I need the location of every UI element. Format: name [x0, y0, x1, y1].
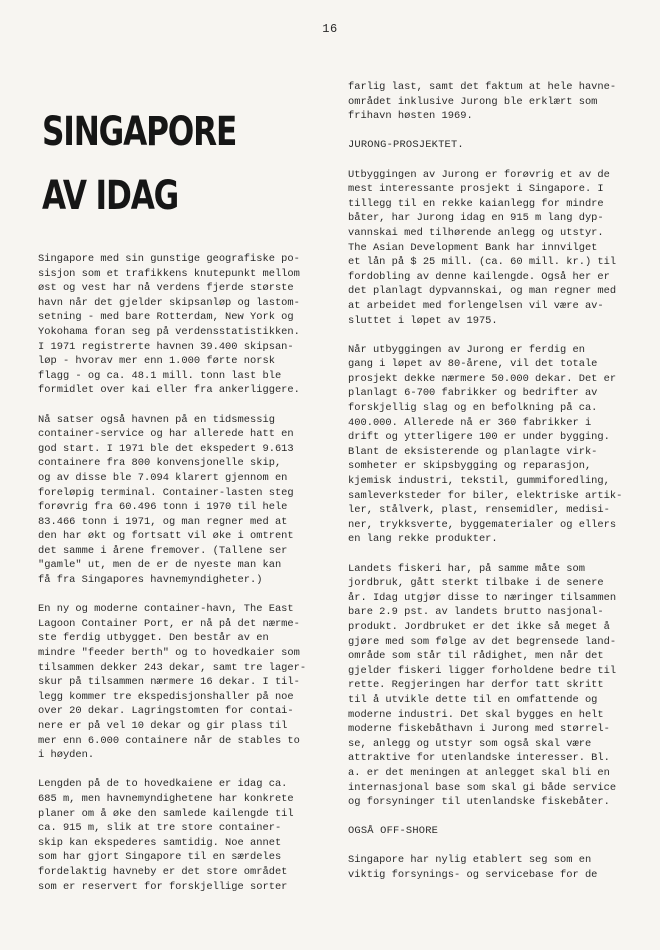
page-number: 16 — [322, 22, 338, 36]
title-line-2: AV IDAG — [42, 173, 179, 219]
section-heading-jurong: JURONG-PROSJEKTET. — [348, 139, 464, 152]
section-heading-offshore: OGSÅ OFF-SHORE — [348, 825, 439, 838]
article-title — [42, 100, 276, 228]
paragraph-offshore: Singapore har nylig etablert seg som en viktig forsynings- og servicebase for de — [348, 854, 598, 882]
paragraph-main-quays: Lengden på de to hovedkaiene er idag ca. 685 m, men havnemyndighetene har konkrete planer om å øke den samlede kailengde til ca. 915 m, slik at tre store container- skip kan ekspederes samtidig. Noe annet som har gjort Singapore til en særdeles fordelaktig havneby er det store området som er reservert for forskjellige sorter — [38, 778, 294, 893]
right-column — [348, 80, 636, 897]
paragraph-east-lagoon: En ny og moderne container-havn, The East Lagoon Container Port, er nå på det nærme- ste ferdig utbygget. Den består av en mindre "feeder berth" og to hovedkaier som tilsammen dekker 243 dekar, samt tre lager- skur på tilsammen nærmere 16 dekar. I til- legg kommer tre ekspedisjonshaller på noe over 20 dekar. Lagringstomten for contai- nere er på vel 10 dekar og gir plass til mer enn 6.000 containere når de stables to i høyden. — [38, 603, 307, 762]
paragraph-fisheries: Landets fiskeri har, på samme måte som jordbruk, gått sterkt tilbake i de senere år. Idag utgjør disse to næringer tilsammen bare 2.9 pst. av landets brutto nasjonal- produkt. Jordbruket er det ikke så meget å gjøre med som følge av det begrensede land- område som står til rådighet, men når det gjelder fiskeri ligger forholdene bedre til rette. Regjeringen har derfor tatt skritt til å utvikle dette til en omfattende og moderne industri. Det skal bygges en helt moderne fiskebåthavn i Jurong med størrel- se, anlegg og utstyr som også skal være attraktive for utenlandske interesser. Bl. a. er det meningen at anlegget skal bli en internasjonal base som skal gi både service og forsyninger til utenlandske fiskebåter. — [348, 562, 617, 809]
paragraph-container-service: Nå satser også havnen på en tidsmessig container-service og har allerede hatt en god start. I 1971 ble det ekspedert 9.613 containere fra 800 konvensjonelle skip, og av disse ble 7.094 klarert gjennom en foreløpig terminal. Container-lasten steg forøvrig fra 60.496 tonn i 1970 til hele 83.466 tonn i 1971, og man regner med at den har økt og fortsatt vil øke i omtrent det samme i årene fremover. (Tallene ser "gamle" ut, men de er de nyeste man kan få fra Singapores havnemyndigheter.) — [38, 413, 294, 587]
paragraph-jurong-industry: Når utbyggingen av Jurong er ferdig en gang i løpet av 80-årene, vil det totale prosjekt dekke nærmere 50.000 dekar. Det er planlagt 6-700 fabrikker og bedrifter av forskjellig slag og en befolkning på ca. 400.000. Allerede nå er 360 fabrikker i drift og ytterligere 100 er under bygging. Blant de eksisterende og planlagte virk- somheter er skipsbygging og reparasjon, kjemisk industri, tekstil, gummiforedling, samleverksteder for biler, elektriske artik- ler, stålverk, plast, rensemidler, medisi- ner, trykksverte, byggematerialer og ellers en lang rekke produkter. — [348, 343, 623, 546]
paragraph-continuation: farlig last, samt det faktum at hele havne- området inklusive Jurong ble erklært som frihavn høsten 1969. — [348, 81, 617, 123]
title-line-1: SINGAPORE — [42, 109, 237, 155]
left-column — [38, 252, 320, 909]
paragraph-harbour-rank: Singapore med sin gunstige geografiske po- sisjon som et trafikkens knutepunkt mellom øst og vest har nå verdens fjerde største havn når det gjelder skipsanløp og lastom- setning - med bare Rotterdam, New York og Yokohama foran seg på verdensstatistikken. I 1971 registrerte havnen 39.400 skipsan- løp - hvorav mer enn 1.000 førte norsk flagg - og ca. 48.1 mill. tonn last ble formidlet over kai eller fra ankerliggere. — [38, 253, 300, 397]
paragraph-jurong-development: Utbyggingen av Jurong er forøvrig et av de mest interessante prosjekt i Singapore. I tillegg til en rekke kaianlegg for mindre båter, har Jurong idag en 915 m lang dyp- vannskai med tilhørende anlegg og utstyr. The Asian Development Bank har innvilget et lån på $ 25 mill. (ca. 60 mill. kr.) til fordobling av denne kailengde. Også her er det planlagt dypvannskai, og man regner med at arbeidet med forlengelsen vil være av- sluttet i løpet av 1975. — [348, 168, 617, 327]
